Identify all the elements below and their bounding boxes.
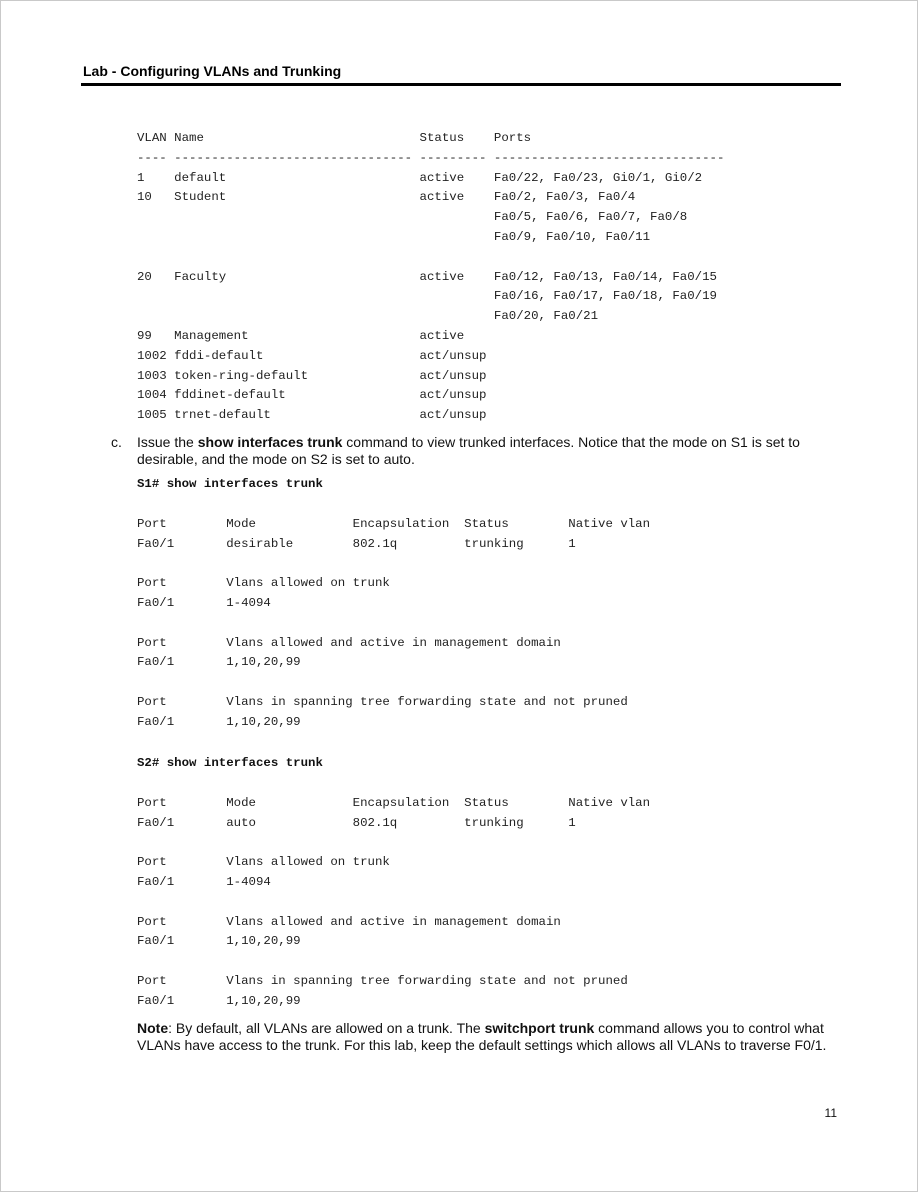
note-label: Note (137, 1020, 169, 1036)
terminal-line: Port Vlans in spanning tree forwarding state and not pruned (137, 973, 628, 988)
terminal-line: Fa0/9, Fa0/10, Fa0/11 (137, 229, 651, 244)
s1-command: S1# show interfaces trunk (137, 477, 323, 491)
terminal-line (137, 893, 650, 913)
document-header-title: Lab - Configuring VLANs and Trunking (83, 63, 342, 79)
vlan-brief-output (137, 129, 724, 426)
terminal-line: 1 default active Fa0/22, Fa0/23, Gi0/1, Gi0/2 (137, 170, 703, 185)
note-text-before: : By default, all VLANs are allowed on a trunk. The (168, 1020, 485, 1036)
terminal-line (137, 774, 650, 794)
s2-trunk-output (137, 774, 650, 1012)
terminal-line: Fa0/1 auto 802.1q trunking 1 (137, 815, 576, 830)
terminal-line: 1002 fddi-default act/unsup (137, 348, 487, 363)
terminal-line: Fa0/16, Fa0/17, Fa0/18, Fa0/19 (137, 289, 717, 304)
terminal-line: ---- -------------------------------- --------- ------------------------------- (137, 150, 725, 165)
terminal-line: 1005 trnet-default act/unsup (137, 408, 487, 423)
terminal-line: Fa0/5, Fa0/6, Fa0/7, Fa0/8 (137, 210, 688, 225)
step-c-command: show interfaces trunk (197, 434, 343, 450)
terminal-line (137, 614, 650, 634)
terminal-line (137, 673, 650, 693)
terminal-line: Port Mode Encapsulation Status Native vlan (137, 516, 651, 531)
step-label: c. (111, 434, 122, 450)
terminal-line: 20 Faculty active Fa0/12, Fa0/13, Fa0/14, Fa0/15 (137, 269, 717, 284)
terminal-line: VLAN Name Status Ports (137, 131, 532, 145)
terminal-line (137, 952, 650, 972)
terminal-line: Port Vlans allowed and active in management domain (137, 914, 561, 929)
terminal-line (137, 554, 650, 574)
terminal-line: 1004 fddinet-default act/unsup (137, 388, 487, 403)
terminal-line: Fa0/1 1-4094 (137, 874, 271, 889)
s1-trunk-output (137, 495, 650, 752)
header-divider (81, 83, 841, 86)
terminal-line: 1003 token-ring-default act/unsup (137, 368, 487, 383)
page-number: 11 (824, 1106, 837, 1120)
s2-command: S2# show interfaces trunk (137, 756, 323, 770)
terminal-line: Fa0/1 1,10,20,99 (137, 934, 301, 949)
note-text-after: command allows you to control what VLANs have access to the trunk. For this lab, keep the default settings which allows all VLANs to traverse F0/1. (137, 1020, 827, 1053)
terminal-line: Port Mode Encapsulation Status Native vlan (137, 795, 651, 810)
terminal-line (137, 833, 650, 853)
terminal-line: 10 Student active Fa0/2, Fa0/3, Fa0/4 (137, 190, 636, 205)
terminal-line: Fa0/1 1,10,20,99 (137, 714, 301, 729)
terminal-line: Fa0/1 1,10,20,99 (137, 993, 301, 1008)
note-command: switchport trunk (484, 1020, 595, 1036)
terminal-line (137, 733, 650, 753)
terminal-line (137, 495, 650, 515)
terminal-line: Port Vlans allowed on trunk (137, 576, 390, 591)
terminal-line: Fa0/1 1,10,20,99 (137, 655, 301, 670)
terminal-line: Fa0/20, Fa0/21 (137, 309, 599, 324)
terminal-line: Port Vlans in spanning tree forwarding state and not pruned (137, 694, 628, 709)
step-c-text-before: Issue the (137, 434, 198, 450)
step-c-instruction (137, 434, 837, 468)
terminal-line: 99 Management active (137, 328, 465, 343)
terminal-line: Port Vlans allowed on trunk (137, 855, 390, 870)
terminal-line: Port Vlans allowed and active in management domain (137, 635, 561, 650)
terminal-line: Fa0/1 1-4094 (137, 595, 271, 610)
terminal-line: Fa0/1 desirable 802.1q trunking 1 (137, 536, 576, 551)
terminal-line (137, 248, 724, 268)
note-paragraph (137, 1020, 837, 1054)
step-c-text-after: command to view trunked interfaces. Notice that the mode on S1 is set to desirable, and the mode on S2 is set to auto. (137, 434, 800, 467)
